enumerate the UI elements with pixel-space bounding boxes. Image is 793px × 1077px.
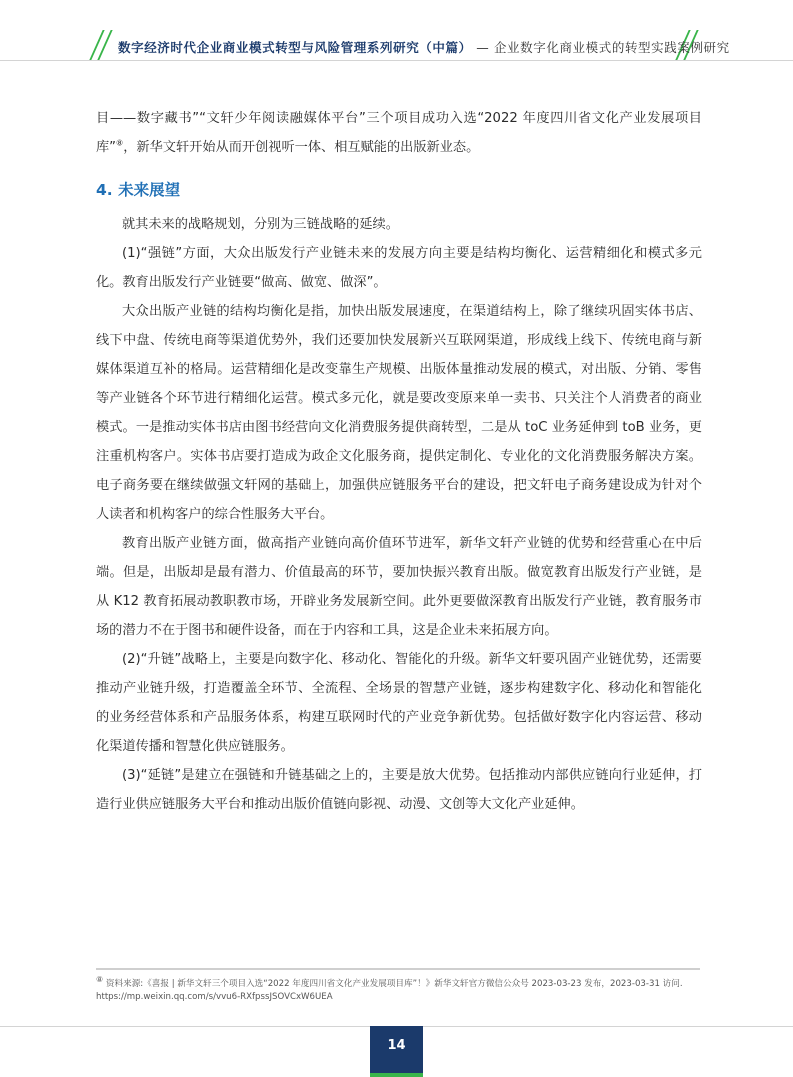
paragraph: (3)“延链”是建立在强链和升链基础之上的，主要是放大优势。包括推动内部供应链向行业延伸，打造行业供应链服务大平台和推动出版价值链向影视、动漫、文创等大文化产业延伸。 (96, 768, 702, 812)
footnote-divider (96, 968, 700, 970)
page-number-accent (370, 1073, 423, 1077)
paragraph: (2)“升链”战略上，主要是向数字化、移动化、智能化的升级。新华文轩要巩固产业链优势，还需要推动产业链升级，打造覆盖全环节、全流程、全场景的智慧产业链，逐步构建数字化、移动化和智能化的业务经营体系和产品服务体系，构建互联网时代的产业竞争新优势。包括做好数字化内容运营、移动化渠道传播和智慧化供应链服务。 (96, 652, 702, 754)
header-title-sep: — (471, 40, 494, 55)
paragraph: 大众出版产业链的结构均衡化是指，加快出版发展速度，在渠道结构上，除了继续巩固实体书店、线下中盘、传统电商等渠道优势外，我们还要加快发展新兴互联网渠道，形成线上线下、传统电商与新媒体渠道互补的格局。运营精细化是改变靠生产规模、出版体量推动发展的模式，对出版、分销、零售等产业链各个环节进行精细化运营。模式多元化，就是要改变原来单一卖书、只关注个人消费者的商业模式。一是推动实体书店由图书经营向文化消费服务提供商转型，二是从 toC 业务延伸到 toB 业务，更注重机构客户。实体书店要打造成为政企文化服务商，提供定制化、专业化的文化消费服务解决方案。电子商务要在继续做强文轩网的基础上，加强供应链服务平台的建设，把文轩电子商务建设成为针对个人读者和机构客户的综合性服务大平台。 (96, 304, 702, 522)
footnote (96, 975, 706, 1004)
paragraph: (1)“强链”方面，大众出版发行产业链未来的发展方向主要是结构均衡化、运营精细化和模式多元化。教育出版发行产业链要“做高、做宽、做深”。 (96, 246, 702, 290)
page-number: 14 (387, 1038, 406, 1053)
footnote-ref[interactable]: ⑧ (116, 138, 124, 148)
section-heading: 4. 未来展望 (96, 181, 181, 199)
footnote-marker: ⑧ (96, 975, 104, 985)
footnote-text[interactable]: 资料来源:《喜报 | 新华文轩三个项目入选“2022 年度四川省文化产业发展项目库”！》新华文轩官方微信公众号 2023-03-23 发布，2023-03-31 访问. https://mp.weixin.qq.com/s/vvu6-RXfpssJSOVCxW6UEA (96, 979, 683, 1002)
paragraph (96, 104, 702, 162)
header-title-main: 数字经济时代企业商业模式转型与风险管理系列研究（中篇） (118, 40, 472, 55)
paragraph: 教育出版产业链方面，做高指产业链向高价值环节进军，新华文轩产业链的优势和经营重心在中后端。但是，出版却是最有潜力、价值最高的环节，要加快振兴教育出版。做宽教育出版发行产业链，是从 K12 教育拓展动教职教市场，开辟业务发展新空间。此外更要做深教育出版发行产业链，教育服务市场的潜力不在于图书和硬件设备，而在于内容和工具，这是企业未来拓展方向。 (96, 536, 702, 638)
paragraph-text: ，新华文轩开始从而开创视听一体、相互赋能的出版新业态。 (123, 140, 480, 155)
header-divider (0, 60, 793, 61)
paragraph: 就其未来的战略规划，分别为三链战略的延续。 (122, 217, 399, 232)
header-title-sub: 企业数字化商业模式的转型实践案例研究 (493, 40, 730, 55)
paragraph-text: 目——数字藏书”“文轩少年阅读融媒体平台”三个项目成功入选“2022 年度四川省文化产业发展项目库” (96, 111, 702, 155)
body-text (96, 104, 702, 819)
page-header (0, 0, 793, 68)
header-slash-decoration (89, 30, 104, 60)
page-number-box (370, 1026, 423, 1077)
header-title (118, 38, 730, 56)
